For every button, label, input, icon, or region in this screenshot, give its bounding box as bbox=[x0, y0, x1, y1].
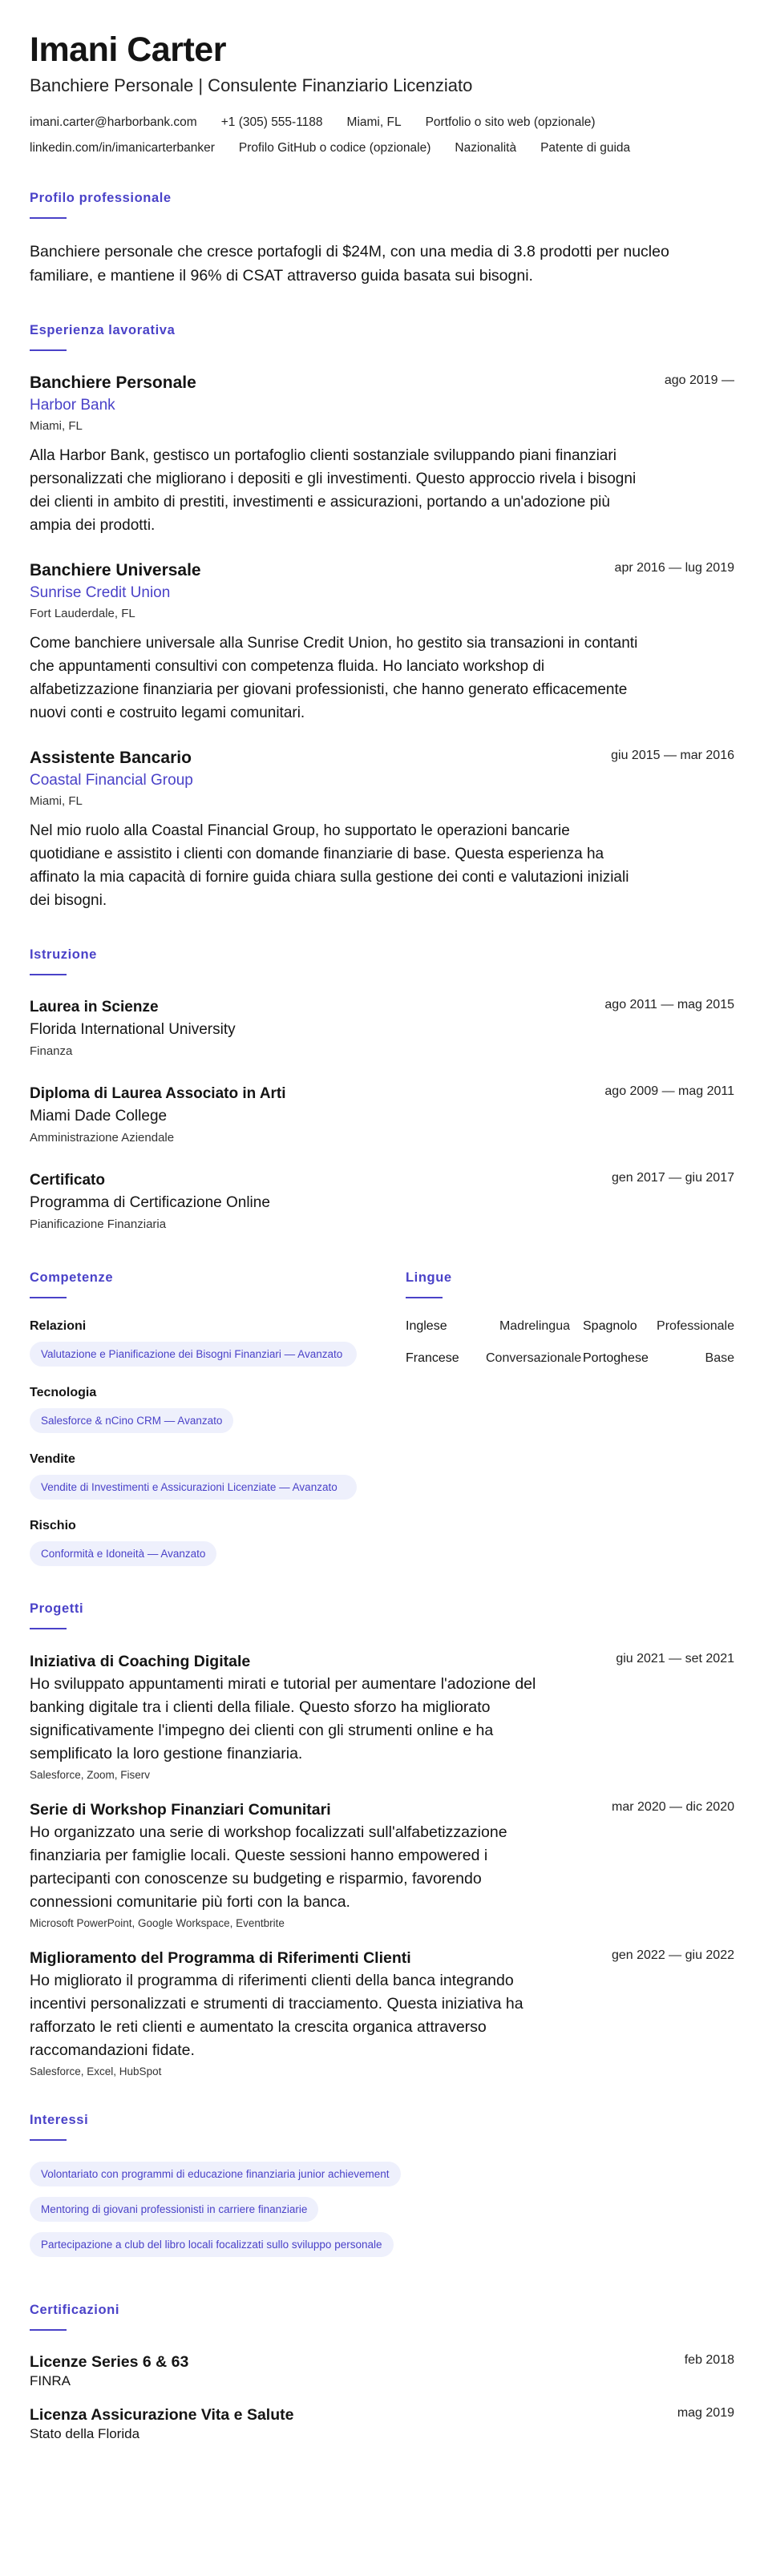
certification-name: Licenza Assicurazione Vita e Salute bbox=[30, 2406, 294, 2424]
school: Florida International University bbox=[30, 1021, 236, 1038]
job-employer: Coastal Financial Group bbox=[30, 772, 193, 789]
contact-city: Miami, FL bbox=[346, 115, 402, 129]
language-level: Base bbox=[705, 1351, 734, 1365]
project-date: giu 2021 — set 2021 bbox=[616, 1652, 734, 1666]
field-of-study: Finanza bbox=[30, 1044, 73, 1058]
experience-entry bbox=[30, 747, 734, 912]
language-level: Conversazionale bbox=[486, 1351, 582, 1365]
interests-section bbox=[30, 2113, 734, 2267]
contact-email[interactable]: imani.carter@harborbank.com bbox=[30, 115, 197, 129]
certification-date: feb 2018 bbox=[684, 2353, 734, 2367]
section-title: Progetti bbox=[30, 1601, 84, 1616]
job-title: Banchiere Universale bbox=[30, 561, 201, 579]
projects-section bbox=[30, 1601, 734, 2077]
education-date: ago 2011 — mag 2015 bbox=[604, 998, 734, 1011]
section-title: Esperienza lavorativa bbox=[30, 323, 176, 337]
contact-info bbox=[30, 115, 734, 155]
language-name: Spagnolo bbox=[583, 1319, 637, 1333]
field-of-study: Amministrazione Aziendale bbox=[30, 1131, 175, 1145]
skill-category: Tecnologia bbox=[30, 1386, 97, 1399]
languages-grid bbox=[406, 1319, 734, 1366]
project-tools: Microsoft PowerPoint, Google Workspace, Eventbrite bbox=[30, 1917, 285, 1929]
project-description: Ho organizzato una serie di workshop focalizzati sull'alfabetizzazione finanziaria per famiglie locali. Queste sessioni hanno empowered i partecipanti con conoscenze su budgeting e risparmio, favorendo connessioni comunitarie più forti con la banca. bbox=[30, 1823, 507, 1911]
section-divider bbox=[30, 1297, 67, 1298]
education-section bbox=[30, 947, 734, 1235]
certification-issuer: Stato della Florida bbox=[30, 2426, 140, 2441]
degree: Laurea in Scienze bbox=[30, 999, 159, 1015]
section-divider bbox=[30, 974, 67, 975]
job-description: Nel mio ruolo alla Coastal Financial Group, ho supportato le operazioni bancarie quotidiane e assistito i clienti con domande finanziarie di base. Questa esperienza ha affinato la mia capacità di fornire guida chiara sulla gestione dei conti e valutazioni iniziali dei bisogni. bbox=[30, 822, 629, 909]
certification-issuer: FINRA bbox=[30, 2373, 71, 2388]
section-divider bbox=[30, 349, 67, 351]
project-date: mar 2020 — dic 2020 bbox=[612, 1800, 734, 1814]
skill-pill: Vendite di Investimenti e Assicurazioni Licenziate — Avanzato bbox=[30, 1475, 357, 1500]
candidate-name: Imani Carter bbox=[30, 30, 226, 69]
education-date: ago 2009 — mag 2011 bbox=[604, 1084, 734, 1098]
project-title: Iniziativa di Coaching Digitale bbox=[30, 1653, 251, 1670]
school: Miami Dade College bbox=[30, 1108, 168, 1124]
section-title: Certificazioni bbox=[30, 2303, 120, 2317]
skill-pill: Conformità e Idoneità — Avanzato bbox=[30, 1541, 216, 1566]
education-entry bbox=[30, 1083, 734, 1149]
interest-pill: Mentoring di giovani professionisti in carriere finanziarie bbox=[30, 2197, 318, 2222]
job-title: Assistente Bancario bbox=[30, 749, 192, 767]
job-location: Miami, FL bbox=[30, 794, 83, 808]
project-title: Serie di Workshop Finanziari Comunitari bbox=[30, 1801, 331, 1819]
profile-summary: Banchiere personale che cresce portafogli di $24M, con una media di 3.8 prodotti per nucleo familiare, e mantiene il 96% di CSAT attraverso guida basata sui bisogni. bbox=[30, 243, 669, 285]
project-entry bbox=[30, 1650, 734, 1781]
interest-pill: Partecipazione a club del libro locali focalizzati sullo sviluppo personale bbox=[30, 2232, 394, 2257]
job-location: Fort Lauderdale, FL bbox=[30, 607, 135, 620]
field-of-study: Pianificazione Finanziaria bbox=[30, 1217, 167, 1231]
section-title: Istruzione bbox=[30, 947, 97, 962]
project-description: Ho sviluppato appuntamenti mirati e tutorial per aumentare l'adozione del banking digitale tra i clienti della filiale. Questo sforzo ha migliorato significativamente l'impegno dei clienti con gli strumenti online e ha semplificato la loro gestione finanziaria. bbox=[30, 1675, 536, 1762]
language-name: Portoghese bbox=[583, 1351, 649, 1365]
job-description: Alla Harbor Bank, gestisco un portafoglio clienti sostanziale sviluppando piani finanziari personalizzati che migliorano i depositi e gli investimenti. Questo approccio rivela i bisogni dei clienti in ambito di prestiti, investimenti e assicurazioni, portando a un'adozione più ampia dei prodotti. bbox=[30, 447, 637, 534]
skill-pill: Salesforce & nCino CRM — Avanzato bbox=[30, 1408, 233, 1433]
project-tools: Salesforce, Zoom, Fiserv bbox=[30, 1769, 151, 1781]
contact-nationality: Nazionalità bbox=[455, 141, 517, 155]
degree: Certificato bbox=[30, 1172, 105, 1189]
contact-portfolio[interactable]: Portfolio o sito web (opzionale) bbox=[425, 115, 596, 129]
interest-pill: Volontariato con programmi di educazione finanziaria junior achievement bbox=[30, 2162, 401, 2186]
section-title: Profilo professionale bbox=[30, 191, 172, 205]
language-level: Madrelingua bbox=[499, 1319, 570, 1333]
candidate-role: Banchiere Personale | Consulente Finanziario Licenziato bbox=[30, 75, 473, 95]
certification-name: Licenze Series 6 & 63 bbox=[30, 2353, 189, 2371]
experience-entry bbox=[30, 559, 734, 725]
section-title: Lingue bbox=[406, 1270, 452, 1285]
profile-section bbox=[30, 191, 734, 288]
section-divider bbox=[30, 217, 67, 219]
job-date: giu 2015 — mar 2016 bbox=[611, 749, 734, 762]
language-name: Francese bbox=[406, 1351, 459, 1365]
skills-section bbox=[30, 1270, 390, 1566]
education-entry bbox=[30, 996, 734, 1062]
certifications-section bbox=[30, 2303, 734, 2443]
certification-entry bbox=[30, 2352, 734, 2390]
skill-pill: Valutazione e Pianificazione dei Bisogni Finanziari — Avanzato bbox=[30, 1342, 357, 1367]
skill-category: Relazioni bbox=[30, 1319, 87, 1333]
section-divider bbox=[30, 2329, 67, 2331]
section-divider bbox=[406, 1297, 443, 1298]
skill-category: Vendite bbox=[30, 1452, 75, 1466]
languages-section bbox=[406, 1270, 734, 1566]
skill-category: Rischio bbox=[30, 1519, 76, 1532]
section-title: Interessi bbox=[30, 2113, 89, 2127]
interests-list bbox=[30, 2162, 734, 2267]
job-employer: Sunrise Credit Union bbox=[30, 584, 171, 601]
contact-license: Patente di guida bbox=[540, 141, 631, 155]
language-name: Inglese bbox=[406, 1319, 447, 1333]
job-date: ago 2019 — bbox=[664, 373, 734, 387]
job-location: Miami, FL bbox=[30, 419, 83, 433]
contact-github[interactable]: Profilo GitHub o codice (opzionale) bbox=[238, 141, 431, 155]
education-date: gen 2017 — giu 2017 bbox=[611, 1171, 734, 1185]
job-employer: Harbor Bank bbox=[30, 397, 115, 414]
section-divider bbox=[30, 2139, 67, 2141]
degree: Diploma di Laurea Associato in Arti bbox=[30, 1085, 286, 1102]
education-entry bbox=[30, 1169, 734, 1235]
school: Programma di Certificazione Online bbox=[30, 1194, 270, 1211]
project-entry bbox=[30, 1799, 734, 1929]
job-description: Come banchiere universale alla Sunrise Credit Union, ho gestito sia transazioni in contanti che appuntamenti consultivi con competenza fluida. Ho lanciato workshop di alfabetizzazione finanziaria per giovani professionisti, che hanno generato efficacemente nuovi conti e costruito legami comunitari. bbox=[30, 635, 638, 721]
contact-phone[interactable]: +1 (305) 555-1188 bbox=[220, 115, 323, 129]
job-title: Banchiere Personale bbox=[30, 373, 196, 392]
certification-entry bbox=[30, 2404, 734, 2443]
skills-languages-row bbox=[30, 1270, 734, 1566]
project-entry bbox=[30, 1947, 734, 2077]
project-description: Ho migliorato il programma di riferimenti clienti della banca integrando incentivi personalizzati e strumenti di tracciamento. Questa iniziativa ha rafforzato le reti clienti e aumentato la crescita organica attraverso raccomandazioni fidate. bbox=[30, 1972, 523, 2059]
project-tools: Salesforce, Excel, HubSpot bbox=[30, 2065, 162, 2077]
contact-linkedin[interactable]: linkedin.com/in/imanicarterbanker bbox=[30, 141, 215, 155]
experience-entry bbox=[30, 372, 734, 537]
experience-section bbox=[30, 323, 734, 912]
section-divider bbox=[30, 1628, 67, 1629]
language-level: Professionale bbox=[657, 1319, 734, 1333]
project-date: gen 2022 — giu 2022 bbox=[611, 1948, 734, 1962]
project-title: Miglioramento del Programma di Riferimenti Clienti bbox=[30, 1949, 411, 1967]
job-date: apr 2016 — lug 2019 bbox=[614, 561, 734, 575]
certification-date: mag 2019 bbox=[677, 2406, 734, 2420]
section-title: Competenze bbox=[30, 1270, 114, 1285]
